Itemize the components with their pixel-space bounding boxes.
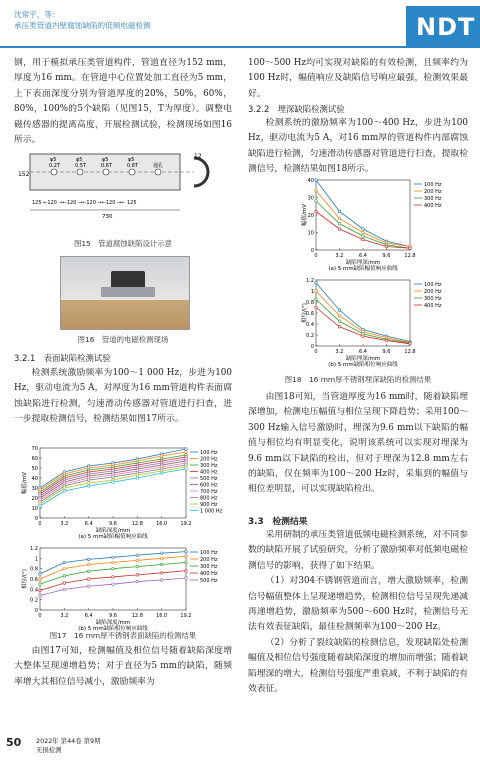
right-column-4 bbox=[248, 528, 468, 697]
x-tick-label: 12.8 bbox=[404, 253, 416, 259]
data-point bbox=[385, 339, 388, 342]
x-tick-label: 16.0 bbox=[156, 521, 168, 527]
right-paragraph-2: 检测系统的激励频率为100～400 Hz，步进为100 Hz，驱动电流为5 A，对16 mm厚的管道构件内部腐蚀缺陷进行检测，匀速滑动传感器对管道进行扫查，提取检测信号，检测结果如图18所示。 bbox=[248, 118, 468, 175]
logo-text: NDT bbox=[416, 13, 476, 41]
data-point bbox=[39, 578, 42, 581]
data-point bbox=[385, 245, 388, 248]
x-tick-label: 6.4 bbox=[359, 253, 367, 259]
right-paragraph-1: 100～500 Hz均可实现对缺陷的有效检测，且频率约为100 Hz时，幅值响应及缺陷信号响应最强，检测效果最好。 bbox=[248, 58, 468, 99]
pipe-end-cap bbox=[194, 158, 208, 186]
figure-16-photo bbox=[60, 256, 190, 330]
data-point bbox=[136, 477, 139, 480]
legend-label: 300 Hz bbox=[424, 196, 442, 202]
y-axis-label: 幅值/mV bbox=[302, 204, 308, 226]
header-authors: 沈常宇，等： bbox=[14, 10, 60, 19]
y-tick-label: 10 bbox=[307, 230, 314, 237]
data-point bbox=[87, 482, 90, 485]
data-point bbox=[87, 570, 90, 573]
y-tick-label: 40 bbox=[31, 476, 38, 482]
series-line bbox=[40, 562, 186, 584]
legend-label: 400 Hz bbox=[424, 203, 442, 209]
series-line bbox=[40, 571, 186, 591]
data-point bbox=[160, 572, 163, 575]
x-tick-label: 6.4 bbox=[84, 521, 93, 527]
data-point bbox=[338, 222, 341, 225]
x-tick-label: 3.2 bbox=[60, 521, 69, 527]
data-point bbox=[87, 558, 90, 561]
y-tick-label: 0 bbox=[34, 608, 38, 614]
y-tick-label: 0.6 bbox=[30, 577, 38, 583]
data-point bbox=[185, 561, 188, 564]
y-tick-label: 10 bbox=[31, 506, 38, 512]
x-tick-label: 3.2 bbox=[335, 349, 344, 355]
figure-16-caption: 图16 管道的电磁检测现场 bbox=[77, 335, 169, 344]
data-point bbox=[112, 481, 115, 484]
data-point bbox=[160, 557, 163, 560]
figure-17a-chart bbox=[20, 444, 230, 540]
data-point bbox=[112, 561, 115, 564]
data-point bbox=[185, 451, 188, 454]
data-point bbox=[362, 238, 365, 241]
legend-label: 400 Hz bbox=[200, 469, 218, 476]
series-line bbox=[40, 578, 186, 596]
data-point bbox=[87, 485, 90, 488]
legend-label: 100 Hz bbox=[424, 282, 442, 288]
legend-label: 300 Hz bbox=[200, 564, 218, 570]
data-point bbox=[185, 550, 188, 553]
data-point bbox=[87, 563, 90, 566]
y-tick-label: 1 bbox=[34, 556, 38, 563]
y-tick-label: 60 bbox=[31, 456, 38, 462]
legend-label: 200 Hz bbox=[424, 189, 442, 195]
chart-title: (a) 5 mm缺陷幅值响应曲线 bbox=[78, 534, 148, 540]
defect-marker bbox=[51, 169, 57, 175]
data-point bbox=[112, 567, 115, 570]
left-paragraph-1: 钢，用于模拟承压类管道构件，管道直径为152 mm，厚度为16 mm。在管道中心位置处加工直径为5 mm，上下表面深度分别为管道厚度的20%，50%，60%，80%，100%的5个缺陷（见图15，T为厚度）。调整电磁传感器的提离高度，开展检测试验，检测现场如图16所示。 bbox=[14, 58, 232, 146]
y-tick-label: 0 bbox=[310, 248, 314, 254]
data-point bbox=[315, 210, 318, 213]
x-tick-label: 6.4 bbox=[84, 613, 93, 619]
x-tick-label: 16.0 bbox=[156, 613, 168, 619]
y-axis-label: 幅值/mV bbox=[22, 472, 28, 494]
legend-label: 1 000 Hz bbox=[200, 508, 223, 515]
legend-label: 200 Hz bbox=[424, 289, 442, 295]
footer-journal: 无损检测 bbox=[36, 746, 62, 754]
data-point bbox=[39, 573, 42, 576]
data-point bbox=[136, 559, 139, 562]
data-point bbox=[160, 472, 163, 475]
data-point bbox=[63, 588, 66, 591]
section-3-2-1: 3.2.1 表面缺陷检测试验 bbox=[14, 353, 111, 363]
data-point bbox=[362, 335, 365, 338]
data-point bbox=[362, 235, 365, 238]
x-tick-label: 6.4 bbox=[359, 349, 367, 355]
x-tick-label: 0 bbox=[314, 349, 318, 355]
right-column bbox=[248, 56, 468, 102]
data-point bbox=[185, 448, 188, 451]
x-tick-label: 12.8 bbox=[131, 521, 143, 527]
data-point bbox=[338, 309, 341, 312]
x-tick-label: 19.2 bbox=[180, 521, 192, 527]
defect-marker bbox=[103, 169, 109, 175]
data-point bbox=[315, 200, 318, 203]
series-line bbox=[316, 201, 410, 248]
legend-label: 100 Hz bbox=[424, 182, 442, 188]
figure-15-diagram bbox=[14, 148, 232, 228]
legend-label: 200 Hz bbox=[200, 456, 218, 463]
data-point bbox=[338, 228, 341, 231]
y-tick-label: 0 bbox=[310, 344, 314, 350]
defect-depth-label: 0.5T bbox=[75, 163, 87, 169]
data-point bbox=[112, 576, 115, 579]
x-tick-label: 9.6 bbox=[109, 521, 117, 527]
defect-depth-label: 通孔 bbox=[153, 163, 164, 169]
defect-marker bbox=[155, 169, 161, 175]
section-3-3: 3.3 检测结果 bbox=[248, 517, 308, 527]
figure-17b-chart bbox=[20, 544, 230, 632]
data-point bbox=[63, 575, 66, 578]
data-point bbox=[39, 583, 42, 586]
data-point bbox=[136, 474, 139, 477]
defect-depth-label: 0.8T bbox=[127, 163, 139, 169]
data-point bbox=[409, 247, 412, 250]
data-point bbox=[63, 487, 66, 490]
chart-title: (a) 5 mm缺陷幅值响应曲线 bbox=[328, 266, 398, 272]
y-tick-label: 1 bbox=[310, 289, 314, 295]
legend-label: 400 Hz bbox=[424, 303, 442, 309]
data-point bbox=[112, 476, 115, 479]
dims-bottom: 125 ←120 →←120 →←120 →←120 →← 125 bbox=[32, 200, 137, 206]
data-point bbox=[112, 556, 115, 559]
y-tick-label: 0.6 bbox=[306, 311, 314, 317]
data-point bbox=[315, 179, 318, 182]
section-3-2-2: 3.2.2 埋深缺陷检测试验 bbox=[248, 104, 345, 114]
y-tick-label: 0.4 bbox=[306, 322, 314, 328]
y-axis-label: 相位/(°) bbox=[302, 303, 308, 323]
data-point bbox=[39, 589, 42, 592]
x-tick-label: 0 bbox=[38, 521, 42, 527]
data-point bbox=[338, 320, 341, 323]
figure-15-caption: 图15 管道腐蚀缺陷设计示意 bbox=[73, 239, 173, 248]
right-column-3 bbox=[248, 390, 468, 498]
data-point bbox=[315, 189, 318, 192]
data-point bbox=[185, 569, 188, 572]
figure-17-caption: 图17 16 mm厚不锈钢表面缺陷的检测结果 bbox=[49, 631, 197, 640]
left-column bbox=[14, 56, 232, 148]
x-axis-label: 缺陷埋深/mm bbox=[345, 356, 381, 362]
data-point bbox=[112, 583, 115, 586]
y-tick-label: 40 bbox=[307, 178, 314, 184]
data-point bbox=[409, 343, 412, 346]
data-point bbox=[87, 585, 90, 588]
x-tick-label: 9.6 bbox=[382, 349, 391, 355]
defect-diameter: φ5 bbox=[50, 157, 57, 163]
x-tick-label: 0 bbox=[314, 253, 318, 259]
defect-diameter: φ5 bbox=[76, 157, 83, 163]
figure-18b-chart bbox=[300, 276, 450, 368]
footer-info bbox=[36, 737, 100, 755]
left-column-3 bbox=[14, 644, 232, 690]
header-rule bbox=[0, 46, 480, 48]
data-point bbox=[338, 217, 341, 220]
data-point bbox=[315, 298, 318, 301]
legend-label: 400 Hz bbox=[200, 571, 218, 577]
x-tick-label: 19.2 bbox=[180, 613, 192, 619]
dim-left: 152 bbox=[18, 171, 30, 178]
y-tick-label: 20 bbox=[31, 496, 38, 502]
data-point bbox=[160, 552, 163, 555]
legend-label: 300 Hz bbox=[200, 463, 218, 469]
legend-label: 100 Hz bbox=[200, 450, 218, 456]
data-point bbox=[39, 594, 42, 597]
dim-total: 730 bbox=[102, 214, 113, 220]
data-point bbox=[136, 580, 139, 583]
legend-label: 600 Hz bbox=[200, 482, 218, 489]
x-axis-label: 缺陷深度/mm bbox=[95, 528, 131, 534]
data-point bbox=[136, 554, 139, 557]
right-paragraph-5: （1）对304不锈钢管道而言，增大激励频率，检测信号幅值整体上呈现递增趋势，检测相位信号呈现先递减再递增趋势，激励频率为500～600 Hz时，检测信号无法有效表征缺陷，最佳检测频率为100～200 Hz。 bbox=[248, 576, 468, 633]
data-point bbox=[63, 567, 66, 570]
legend-label: 900 Hz bbox=[200, 502, 218, 508]
legend-label: 800 Hz bbox=[200, 495, 218, 502]
data-point bbox=[160, 563, 163, 566]
y-tick-label: 30 bbox=[31, 486, 38, 492]
data-point bbox=[136, 565, 139, 568]
y-tick-label: 70 bbox=[31, 446, 38, 452]
left-paragraph-3: 由图17可知，检测幅值及相位信号随着缺陷深度增大整体呈现递增趋势；对于直径为5 mm的缺陷，随频率增大其相位信号减小，激励频率为 bbox=[14, 646, 232, 687]
y-tick-label: 0.8 bbox=[306, 300, 314, 306]
figure-18a-chart bbox=[300, 176, 450, 272]
data-point bbox=[362, 231, 365, 234]
data-point bbox=[185, 577, 188, 580]
data-point bbox=[63, 490, 66, 493]
data-point bbox=[39, 505, 42, 508]
defect-diameter: φ5 bbox=[102, 157, 109, 163]
data-point bbox=[185, 468, 188, 471]
x-tick-label: 0 bbox=[38, 613, 42, 619]
chart-title: (b) 5 mm缺陷相位响应曲线 bbox=[78, 626, 148, 632]
right-paragraph-4: 采用研制的承压类管道低频电磁检测系统，对不同参数的缺陷开展了试验研究，分析了激励频率对低频电磁检测信号的影响，获得了如下结果。 bbox=[248, 530, 468, 571]
chart-title: (b) 5 mm缺陷相位响应曲线 bbox=[328, 362, 398, 368]
y-tick-label: 0.2 bbox=[30, 597, 38, 604]
y-tick-label: 1.2 bbox=[306, 278, 314, 284]
legend-label: 100 Hz bbox=[200, 550, 218, 556]
defect-depth-label: 0.2T bbox=[49, 163, 61, 169]
defect-depth-label: 0.6T bbox=[101, 163, 113, 169]
figure-18-caption: 图18 16 mm厚不锈钢埋深缺陷的检测结果 bbox=[284, 375, 432, 384]
x-axis-label: 缺陷埋深/mm bbox=[345, 260, 381, 266]
y-tick-label: 0 bbox=[34, 516, 38, 522]
dim-right: 12 bbox=[194, 153, 202, 160]
y-tick-label: 1.2 bbox=[30, 546, 38, 552]
data-point bbox=[338, 325, 341, 328]
data-point bbox=[338, 314, 341, 317]
journal-logo bbox=[406, 6, 480, 46]
y-tick-label: 0.4 bbox=[30, 587, 38, 594]
x-tick-label: 3.2 bbox=[335, 253, 344, 259]
data-point bbox=[338, 210, 341, 213]
x-tick-label: 3.2 bbox=[60, 613, 69, 619]
defect-marker bbox=[129, 169, 135, 175]
legend-label: 300 Hz bbox=[424, 296, 442, 302]
data-point bbox=[160, 579, 163, 582]
legend-label: 700 Hz bbox=[200, 489, 218, 495]
legend-label: 500 Hz bbox=[200, 578, 218, 584]
data-point bbox=[87, 479, 90, 482]
y-axis-label: 相位/(°) bbox=[22, 569, 28, 589]
y-tick-label: 20 bbox=[307, 213, 314, 219]
defect-diameter: φ5 bbox=[128, 157, 135, 163]
y-tick-label: 50 bbox=[31, 466, 38, 472]
left-paragraph-2: 检测系统激励频率为100～1 000 Hz，步进为100 Hz，驱动电流为5 A，对厚度为16 mm管道构件表面腐蚀缺陷进行检测，匀速滑动传感器对管道进行扫查，进一步提取检测信号，检测结果如图17所示。 bbox=[14, 368, 232, 425]
right-paragraph-6: （2）分析了裂纹缺陷的检测信息，发现缺陷处检测幅值及相位信号强度随着缺陷深度的增加而增强；随着缺陷埋深的增大，检测信号强度严重衰减，不利于缺陷的有效表征。 bbox=[248, 637, 468, 695]
left-column-2 bbox=[14, 366, 232, 428]
x-tick-label: 12.8 bbox=[404, 349, 416, 355]
y-tick-label: 30 bbox=[307, 195, 314, 202]
data-point bbox=[87, 578, 90, 581]
data-point bbox=[63, 561, 66, 564]
data-point bbox=[136, 574, 139, 577]
data-point bbox=[362, 228, 365, 231]
right-paragraph-3: 由图18可知，当管道厚度为16 mm时，随着缺陷埋深增加，检测电压幅值与相位呈现下降趋势；采用100～300 Hz输入信号激励时，埋深为9.6 mm以下缺陷的幅值与相位均有明显变化，说明该系统可以实现对埋深为9.6 mm以下缺陷的检出，但对于埋深为12.8 mm左右的缺陷，仅在频率为100～200 Hz时，采集到的幅值与相位差明显，可以实现缺陷检出。 bbox=[248, 392, 468, 495]
header-title: 承压类管道内壁腐蚀缺陷的低频电磁检测 bbox=[14, 21, 151, 30]
legend-label: 200 Hz bbox=[200, 557, 218, 563]
legend-label: 500 Hz bbox=[200, 476, 218, 482]
right-column-2 bbox=[248, 116, 468, 178]
page-number: 50 bbox=[6, 736, 22, 749]
y-tick-label: 0.8 bbox=[30, 566, 38, 573]
defect-marker bbox=[77, 169, 83, 175]
x-axis-label: 缺陷深度/mm bbox=[95, 620, 131, 626]
y-tick-label: 0.2 bbox=[306, 333, 314, 339]
x-tick-label: 12.8 bbox=[131, 613, 143, 619]
data-point bbox=[315, 290, 318, 293]
x-tick-label: 9.6 bbox=[382, 253, 391, 259]
data-point bbox=[315, 306, 318, 309]
data-point bbox=[160, 455, 163, 458]
data-point bbox=[63, 582, 66, 585]
sensor-base bbox=[101, 287, 155, 297]
footer-volume: 2022年 第44卷 第9期 bbox=[36, 737, 101, 745]
data-point bbox=[315, 281, 318, 284]
data-point bbox=[185, 555, 188, 558]
x-tick-label: 9.6 bbox=[109, 613, 117, 619]
